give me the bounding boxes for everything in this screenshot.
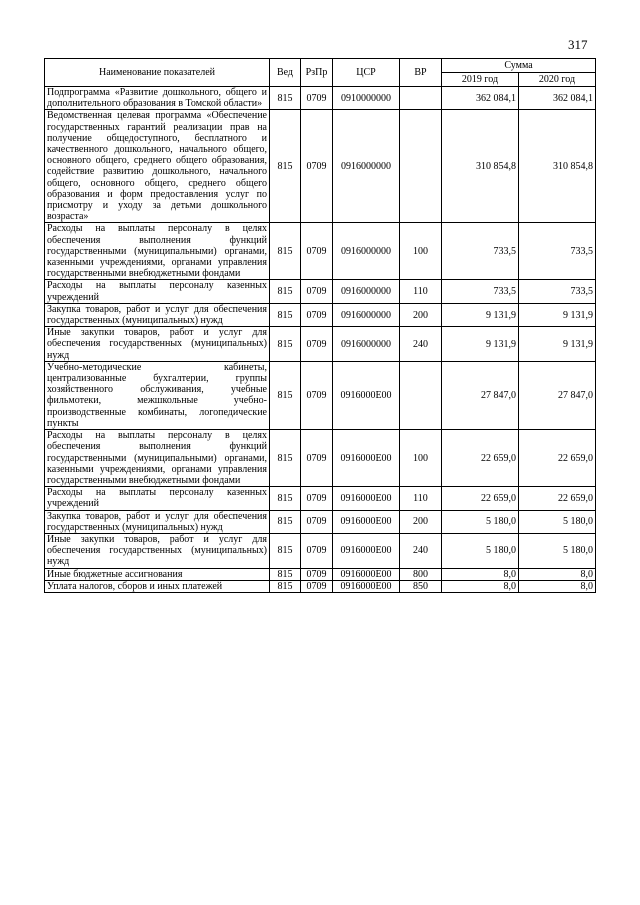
row-csr: 0916000Е00 (333, 568, 400, 580)
row-name: Учебно-методические кабинеты, централизованные бухгалтерии, группы хозяйственного обслуживания, учебные фильмотеки, межшкольные учебно-производственные комбинаты, логопедические пункты (45, 361, 270, 429)
row-value-2020: 22 659,0 (519, 487, 596, 510)
row-ved: 815 (270, 580, 301, 592)
row-vr: 200 (400, 303, 442, 326)
row-rzpr: 0709 (301, 430, 333, 487)
row-ved: 815 (270, 223, 301, 280)
table-row (45, 430, 596, 487)
row-value-2020: 9 131,9 (519, 327, 596, 362)
row-csr: 0916000000 (333, 280, 400, 303)
header-sum: Сумма (442, 59, 596, 73)
row-value-2020: 27 847,0 (519, 361, 596, 429)
row-rzpr: 0709 (301, 533, 333, 568)
row-value-2019: 27 847,0 (442, 361, 519, 429)
row-value-2019: 5 180,0 (442, 510, 519, 533)
table-row (45, 110, 596, 223)
row-rzpr: 0709 (301, 487, 333, 510)
row-name: Ведомственная целевая программа «Обеспечение государственных гарантий реализации прав на получение общедоступного, бесплатного и качественного дошкольного, начального общего, основного общего, среднего общего образования, содействие развитию дошкольного, начального общего, основного общего, среднего общего образования и форм предоставления услуг по присмотру и уходу за детьми дошкольного возраста» (45, 110, 270, 223)
row-value-2020: 733,5 (519, 280, 596, 303)
row-rzpr: 0709 (301, 110, 333, 223)
table-row (45, 510, 596, 533)
row-name: Расходы на выплаты персоналу в целях обеспечения выполнения функций государственными (муниципальными) органами, казенными учреждениями, органами управления государственными внебюджетными фондами (45, 430, 270, 487)
row-value-2020: 22 659,0 (519, 430, 596, 487)
row-csr: 0916000Е00 (333, 430, 400, 487)
table-row (45, 361, 596, 429)
header-csr: ЦСР (333, 59, 400, 87)
header-year-2019: 2019 год (442, 73, 519, 87)
row-name: Расходы на выплаты персоналу казенных учреждений (45, 280, 270, 303)
row-name: Закупка товаров, работ и услуг для обеспечения государственных (муниципальных) нужд (45, 510, 270, 533)
table-row (45, 303, 596, 326)
row-name: Уплата налогов, сборов и иных платежей (45, 580, 270, 592)
header-name: Наименование показателей (45, 59, 270, 87)
row-vr: 110 (400, 280, 442, 303)
row-vr: 240 (400, 533, 442, 568)
row-csr: 0916000000 (333, 327, 400, 362)
row-name: Расходы на выплаты персоналу в целях обеспечения выполнения функций государственными (муниципальными) органами, казенными учреждениями, органами управления государственными внебюджетными фондами (45, 223, 270, 280)
row-value-2019: 8,0 (442, 580, 519, 592)
row-value-2019: 733,5 (442, 223, 519, 280)
row-name: Закупка товаров, работ и услуг для обеспечения государственных (муниципальных) нужд (45, 303, 270, 326)
row-value-2019: 362 084,1 (442, 87, 519, 110)
header-vr: ВР (400, 59, 442, 87)
row-vr: 240 (400, 327, 442, 362)
table-row (45, 533, 596, 568)
row-rzpr: 0709 (301, 87, 333, 110)
row-value-2019: 9 131,9 (442, 327, 519, 362)
row-value-2020: 733,5 (519, 223, 596, 280)
row-csr: 0916000000 (333, 110, 400, 223)
row-value-2019: 733,5 (442, 280, 519, 303)
row-vr: 100 (400, 430, 442, 487)
row-value-2020: 310 854,8 (519, 110, 596, 223)
row-rzpr: 0709 (301, 361, 333, 429)
row-vr (400, 361, 442, 429)
row-rzpr: 0709 (301, 280, 333, 303)
row-csr: 0916000000 (333, 303, 400, 326)
table-header (45, 59, 596, 87)
row-value-2019: 5 180,0 (442, 533, 519, 568)
row-vr: 200 (400, 510, 442, 533)
table-row (45, 327, 596, 362)
table-row (45, 223, 596, 280)
row-rzpr: 0709 (301, 223, 333, 280)
row-ved: 815 (270, 280, 301, 303)
row-vr: 850 (400, 580, 442, 592)
page-number: 317 (568, 37, 588, 52)
row-value-2019: 9 131,9 (442, 303, 519, 326)
row-csr: 0916000Е00 (333, 361, 400, 429)
row-ved: 815 (270, 110, 301, 223)
header-year-2020: 2020 год (519, 73, 596, 87)
row-csr: 0910000000 (333, 87, 400, 110)
header-rzpr: РзПр (301, 59, 333, 87)
table-row (45, 280, 596, 303)
row-value-2020: 362 084,1 (519, 87, 596, 110)
row-vr: 800 (400, 568, 442, 580)
row-rzpr: 0709 (301, 580, 333, 592)
table-row (45, 487, 596, 510)
row-value-2019: 22 659,0 (442, 430, 519, 487)
row-value-2020: 8,0 (519, 568, 596, 580)
row-name: Расходы на выплаты персоналу казенных учреждений (45, 487, 270, 510)
row-name: Иные закупки товаров, работ и услуг для обеспечения государственных (муниципальных) нужд (45, 533, 270, 568)
row-vr (400, 110, 442, 223)
row-value-2020: 8,0 (519, 580, 596, 592)
table-row (45, 580, 596, 592)
row-name: Иные бюджетные ассигнования (45, 568, 270, 580)
table-body (45, 87, 596, 593)
row-vr: 100 (400, 223, 442, 280)
row-vr (400, 87, 442, 110)
row-csr: 0916000000 (333, 223, 400, 280)
budget-table (44, 58, 596, 593)
row-ved: 815 (270, 568, 301, 580)
row-ved: 815 (270, 87, 301, 110)
row-value-2020: 9 131,9 (519, 303, 596, 326)
row-csr: 0916000Е00 (333, 510, 400, 533)
row-rzpr: 0709 (301, 327, 333, 362)
row-csr: 0916000Е00 (333, 580, 400, 592)
row-ved: 815 (270, 487, 301, 510)
row-rzpr: 0709 (301, 568, 333, 580)
header-ved: Вед (270, 59, 301, 87)
row-csr: 0916000Е00 (333, 533, 400, 568)
row-value-2019: 22 659,0 (442, 487, 519, 510)
row-ved: 815 (270, 303, 301, 326)
table-row (45, 568, 596, 580)
row-csr: 0916000Е00 (333, 487, 400, 510)
row-ved: 815 (270, 510, 301, 533)
row-vr: 110 (400, 487, 442, 510)
row-ved: 815 (270, 327, 301, 362)
row-value-2020: 5 180,0 (519, 533, 596, 568)
row-name: Подпрограмма «Развитие дошкольного, общего и дополнительного образования в Томской области» (45, 87, 270, 110)
row-ved: 815 (270, 430, 301, 487)
row-rzpr: 0709 (301, 303, 333, 326)
row-ved: 815 (270, 533, 301, 568)
row-value-2020: 5 180,0 (519, 510, 596, 533)
row-name: Иные закупки товаров, работ и услуг для обеспечения государственных (муниципальных) нужд (45, 327, 270, 362)
row-value-2019: 8,0 (442, 568, 519, 580)
row-value-2019: 310 854,8 (442, 110, 519, 223)
row-rzpr: 0709 (301, 510, 333, 533)
row-ved: 815 (270, 361, 301, 429)
table-row (45, 87, 596, 110)
